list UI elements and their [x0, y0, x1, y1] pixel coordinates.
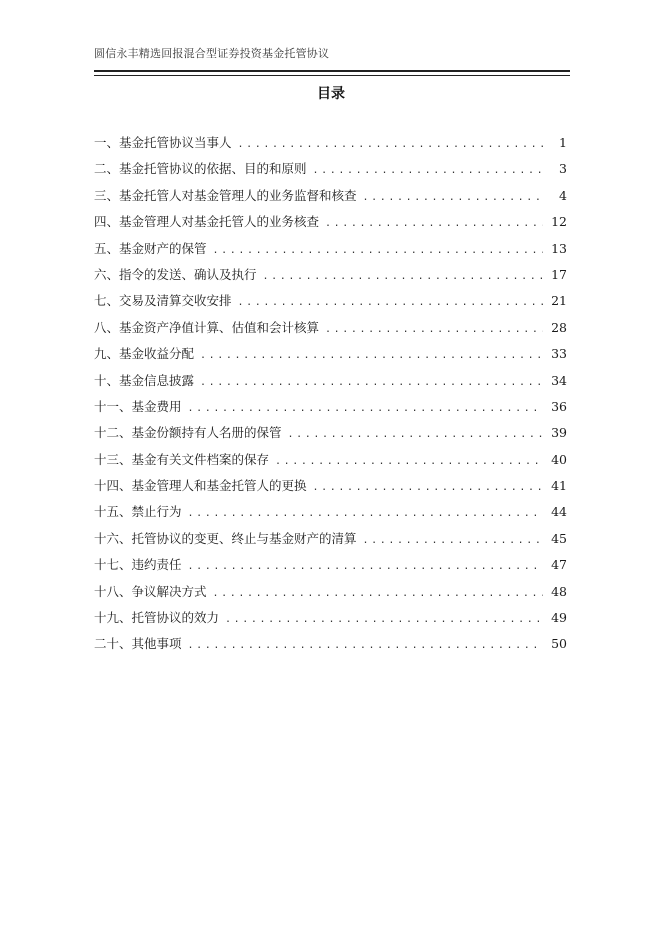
toc-entry-label: 十九、托管协议的效力 — [94, 610, 220, 626]
toc-entry-label: 二、基金托管协议的依据、目的和原则 — [94, 161, 307, 177]
toc-dot-leader — [188, 504, 544, 524]
toc-list — [94, 133, 567, 661]
toc-entry-page: 49 — [551, 610, 567, 626]
toc-dot-leader — [263, 267, 544, 287]
toc-entry-label: 五、基金财产的保管 — [94, 240, 207, 256]
toc-dot-leader — [188, 636, 544, 656]
toc-entry-page: 4 — [559, 187, 567, 203]
toc-entry-page: 13 — [551, 240, 567, 256]
toc-dot-leader — [213, 241, 544, 261]
toc-entry-label: 十一、基金费用 — [94, 398, 182, 414]
toc-entry[interactable] — [94, 212, 567, 238]
toc-entry[interactable] — [94, 502, 567, 528]
toc-dot-leader — [363, 188, 545, 208]
toc-entry-label: 十四、基金管理人和基金托管人的更换 — [94, 478, 307, 494]
toc-entry-label: 十七、违约责任 — [94, 557, 182, 573]
toc-dot-leader — [213, 584, 544, 604]
toc-dot-leader — [200, 346, 543, 366]
toc-dot-leader — [325, 320, 543, 340]
toc-entry-page: 47 — [551, 557, 567, 573]
toc-entry-label: 十六、托管协议的变更、终止与基金财产的清算 — [94, 530, 357, 546]
toc-entry[interactable] — [94, 476, 567, 502]
toc-dot-leader — [313, 161, 545, 181]
toc-entry-label: 一、基金托管协议当事人 — [94, 135, 232, 150]
toc-entry-label: 三、基金托管人对基金管理人的业务监督和核查 — [94, 187, 357, 203]
toc-entry-page: 12 — [551, 214, 567, 230]
toc-entry-page: 28 — [551, 319, 567, 335]
toc-entry-page: 1 — [559, 135, 567, 150]
toc-entry[interactable] — [94, 634, 567, 660]
toc-entry-page: 3 — [559, 161, 567, 177]
toc-dot-leader — [275, 452, 543, 472]
toc-entry-label: 六、指令的发送、确认及执行 — [94, 266, 257, 282]
toc-entry-label: 七、交易及清算交收安排 — [94, 293, 232, 309]
toc-entry[interactable] — [94, 450, 567, 476]
header-rule-thin — [94, 75, 570, 76]
toc-entry-page: 44 — [551, 504, 567, 520]
toc-dot-leader — [188, 557, 544, 577]
toc-entry-page: 40 — [551, 451, 567, 467]
toc-entry[interactable] — [94, 318, 567, 344]
toc-entry-page: 48 — [551, 583, 567, 599]
toc-dot-leader — [238, 135, 545, 155]
toc-entry[interactable] — [94, 423, 567, 449]
toc-entry[interactable] — [94, 265, 567, 291]
toc-title: 目录 — [317, 86, 345, 102]
toc-entry-label: 八、基金资产净值计算、估值和会计核算 — [94, 319, 320, 335]
toc-dot-leader — [238, 293, 544, 313]
toc-entry[interactable] — [94, 529, 567, 555]
toc-entry[interactable] — [94, 582, 567, 608]
toc-entry[interactable] — [94, 555, 567, 581]
toc-entry[interactable] — [94, 397, 567, 423]
toc-dot-leader — [313, 478, 544, 498]
toc-entry-label: 二十、其他事项 — [94, 636, 182, 652]
toc-entry-page: 50 — [551, 636, 567, 652]
toc-entry[interactable] — [94, 344, 567, 370]
toc-entry-page: 34 — [551, 372, 567, 388]
header-rule-thick — [94, 70, 570, 72]
toc-entry[interactable] — [94, 186, 567, 212]
toc-entry[interactable] — [94, 239, 567, 265]
toc-dot-leader — [325, 214, 543, 234]
toc-entry-label: 十二、基金份额持有人名册的保管 — [94, 425, 282, 441]
toc-entry-page: 17 — [551, 266, 567, 282]
toc-dot-leader — [225, 610, 543, 630]
toc-entry-page: 21 — [551, 293, 567, 309]
toc-dot-leader — [188, 399, 544, 419]
toc-entry-page: 36 — [551, 398, 567, 414]
toc-entry-label: 九、基金收益分配 — [94, 346, 195, 362]
toc-dot-leader — [200, 373, 543, 393]
toc-entry[interactable] — [94, 159, 567, 185]
toc-entry-label: 十五、禁止行为 — [94, 504, 182, 520]
toc-entry-page: 39 — [551, 425, 567, 441]
toc-dot-leader — [288, 425, 544, 445]
toc-entry-page: 33 — [551, 346, 567, 362]
running-header: 圆信永丰精选回报混合型证券投资基金托管协议 — [94, 47, 330, 60]
toc-entry[interactable] — [94, 133, 567, 159]
toc-entry-label: 十、基金信息披露 — [94, 372, 195, 388]
toc-entry[interactable] — [94, 291, 567, 317]
toc-entry-label: 十八、争议解决方式 — [94, 583, 207, 599]
toc-entry[interactable] — [94, 371, 567, 397]
toc-entry[interactable] — [94, 608, 567, 634]
toc-entry-page: 41 — [551, 478, 567, 494]
toc-dot-leader — [363, 531, 544, 551]
toc-entry-page: 45 — [551, 530, 567, 546]
toc-entry-label: 四、基金管理人对基金托管人的业务核查 — [94, 214, 320, 230]
toc-entry-label: 十三、基金有关文件档案的保存 — [94, 451, 270, 467]
